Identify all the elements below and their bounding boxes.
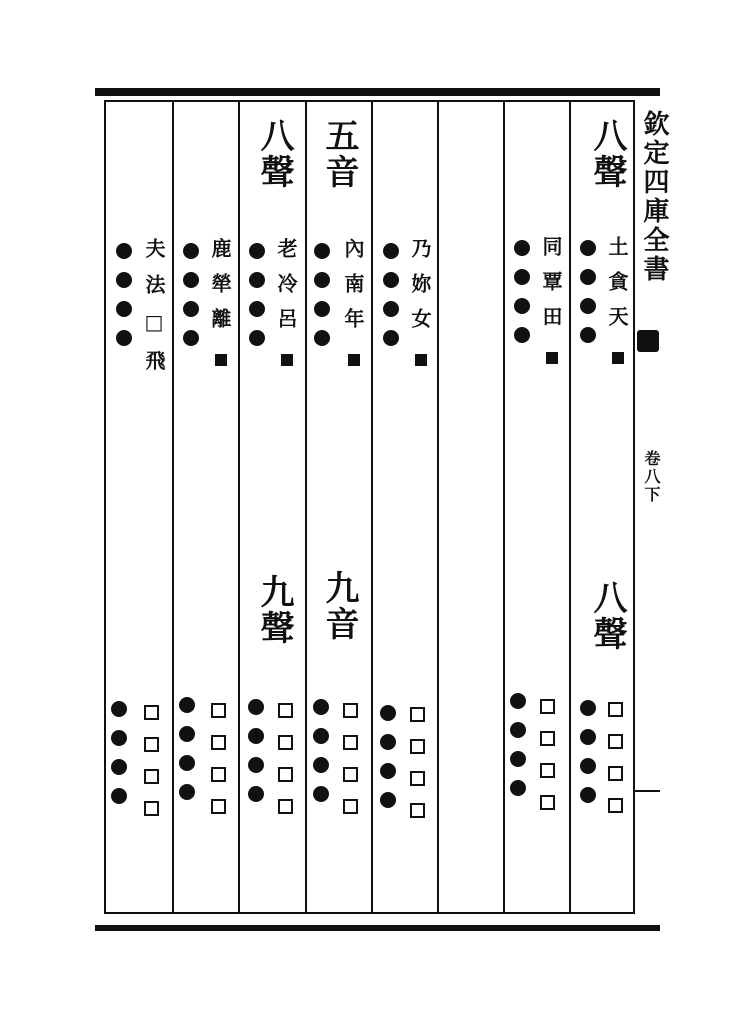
top-border	[95, 88, 660, 96]
tone-dot	[183, 330, 199, 346]
empty-box	[211, 799, 226, 814]
margin-tick	[635, 790, 660, 792]
empty-box	[144, 801, 159, 816]
column-heading: 八聲	[587, 580, 627, 652]
empty-box	[211, 703, 226, 718]
tone-dot	[183, 301, 199, 317]
column-divider	[172, 100, 174, 914]
column-divider	[437, 100, 439, 914]
tone-dot	[580, 240, 596, 256]
bottom-border-inner	[105, 912, 635, 914]
empty-box	[343, 735, 358, 750]
empty-box	[144, 737, 159, 752]
tone-dot	[248, 757, 264, 773]
upper-marks	[116, 243, 132, 346]
column-heading: 五音	[319, 118, 359, 190]
tone-dot	[183, 272, 199, 288]
tone-dot	[314, 301, 330, 317]
book-title: 欽定四庫全書	[639, 110, 669, 284]
rhyme-characters: 老冷呂	[274, 238, 298, 343]
filler-block	[215, 354, 227, 366]
bottom-border	[95, 925, 660, 931]
empty-box	[608, 734, 623, 749]
tone-dot	[380, 705, 396, 721]
tone-dot	[510, 780, 526, 796]
tone-dot	[116, 243, 132, 259]
tone-dot	[116, 301, 132, 317]
rhyme-characters: 夫法□飛	[142, 238, 166, 386]
empty-box	[540, 699, 555, 714]
tone-dot	[248, 699, 264, 715]
tone-dot	[116, 330, 132, 346]
empty-boxes	[410, 707, 425, 818]
upper-marks	[249, 243, 265, 346]
column-divider	[238, 100, 240, 914]
tone-dot	[383, 330, 399, 346]
tone-dot	[580, 729, 596, 745]
rhyme-characters: 同覃田	[539, 236, 563, 341]
tone-dot	[514, 269, 530, 285]
tone-dot	[179, 784, 195, 800]
empty-box	[278, 703, 293, 718]
filler-block	[281, 354, 293, 366]
tone-dot	[383, 301, 399, 317]
tone-dot	[313, 728, 329, 744]
empty-box	[211, 735, 226, 750]
tone-dot	[380, 763, 396, 779]
lower-marks	[248, 699, 264, 802]
empty-box	[278, 735, 293, 750]
tone-dot	[183, 243, 199, 259]
empty-box	[540, 731, 555, 746]
empty-box	[540, 795, 555, 810]
rhyme-characters: 鹿犖離	[208, 238, 232, 343]
tone-dot	[314, 272, 330, 288]
tone-dot	[111, 701, 127, 717]
empty-boxes	[540, 699, 555, 810]
column-divider	[305, 100, 307, 914]
tone-dot	[313, 699, 329, 715]
tone-dot	[510, 722, 526, 738]
empty-box	[410, 803, 425, 818]
tone-dot	[249, 272, 265, 288]
empty-box	[343, 799, 358, 814]
tone-dot	[314, 330, 330, 346]
empty-box	[278, 767, 293, 782]
empty-boxes	[144, 705, 159, 816]
tone-dot	[383, 243, 399, 259]
lower-marks	[313, 699, 329, 802]
tone-dot	[314, 243, 330, 259]
filler-block	[546, 352, 558, 364]
filler-block	[415, 354, 427, 366]
tone-dot	[111, 730, 127, 746]
empty-boxes	[211, 703, 226, 814]
upper-marks	[183, 243, 199, 346]
column-divider	[371, 100, 373, 914]
lower-marks	[380, 705, 396, 808]
tone-dot	[580, 700, 596, 716]
tone-dot	[580, 787, 596, 803]
tone-dot	[111, 788, 127, 804]
tone-dot	[580, 758, 596, 774]
rhyme-characters: 內南年	[341, 238, 365, 343]
empty-boxes	[343, 703, 358, 814]
tone-dot	[510, 751, 526, 767]
column-heading: 八聲	[254, 118, 294, 190]
tone-dot	[380, 734, 396, 750]
lower-marks	[580, 700, 596, 803]
empty-box	[211, 767, 226, 782]
upper-marks	[514, 240, 530, 343]
empty-box	[343, 703, 358, 718]
tone-dot	[249, 243, 265, 259]
tone-dot	[510, 693, 526, 709]
empty-box	[278, 799, 293, 814]
tone-dot	[179, 697, 195, 713]
tone-dot	[248, 786, 264, 802]
lower-marks	[179, 697, 195, 800]
tone-dot	[313, 786, 329, 802]
tone-dot	[514, 240, 530, 256]
lower-marks	[510, 693, 526, 796]
empty-box	[540, 763, 555, 778]
upper-marks	[314, 243, 330, 346]
empty-box	[608, 766, 623, 781]
empty-boxes	[608, 702, 623, 813]
upper-marks	[383, 243, 399, 346]
tone-dot	[248, 728, 264, 744]
tone-dot	[580, 298, 596, 314]
tone-dot	[179, 755, 195, 771]
column-heading: 八聲	[587, 118, 627, 190]
empty-box	[410, 771, 425, 786]
tone-dot	[580, 269, 596, 285]
empty-box	[144, 769, 159, 784]
rhyme-characters: 土貪天	[605, 236, 629, 341]
margin-ornament	[637, 330, 659, 352]
tone-dot	[313, 757, 329, 773]
column-divider	[503, 100, 505, 914]
column-heading: 九聲	[254, 574, 294, 646]
tone-dot	[514, 327, 530, 343]
volume-label: 卷八下	[642, 450, 661, 504]
empty-box	[343, 767, 358, 782]
tone-dot	[249, 301, 265, 317]
filler-block	[612, 352, 624, 364]
tone-dot	[580, 327, 596, 343]
empty-box	[144, 705, 159, 720]
column-heading: 九音	[319, 570, 359, 642]
empty-box	[608, 702, 623, 717]
empty-box	[608, 798, 623, 813]
tone-dot	[116, 272, 132, 288]
empty-boxes	[278, 703, 293, 814]
lower-marks	[111, 701, 127, 804]
tone-dot	[111, 759, 127, 775]
left-frame-line	[104, 100, 106, 914]
empty-box	[410, 707, 425, 722]
empty-box	[410, 739, 425, 754]
top-border-inner	[105, 100, 635, 102]
column-divider	[569, 100, 571, 914]
tone-dot	[179, 726, 195, 742]
upper-marks	[580, 240, 596, 343]
tone-dot	[249, 330, 265, 346]
tone-dot	[383, 272, 399, 288]
tone-dot	[514, 298, 530, 314]
rhyme-characters: 乃妳女	[408, 238, 432, 343]
tone-dot	[380, 792, 396, 808]
filler-block	[348, 354, 360, 366]
